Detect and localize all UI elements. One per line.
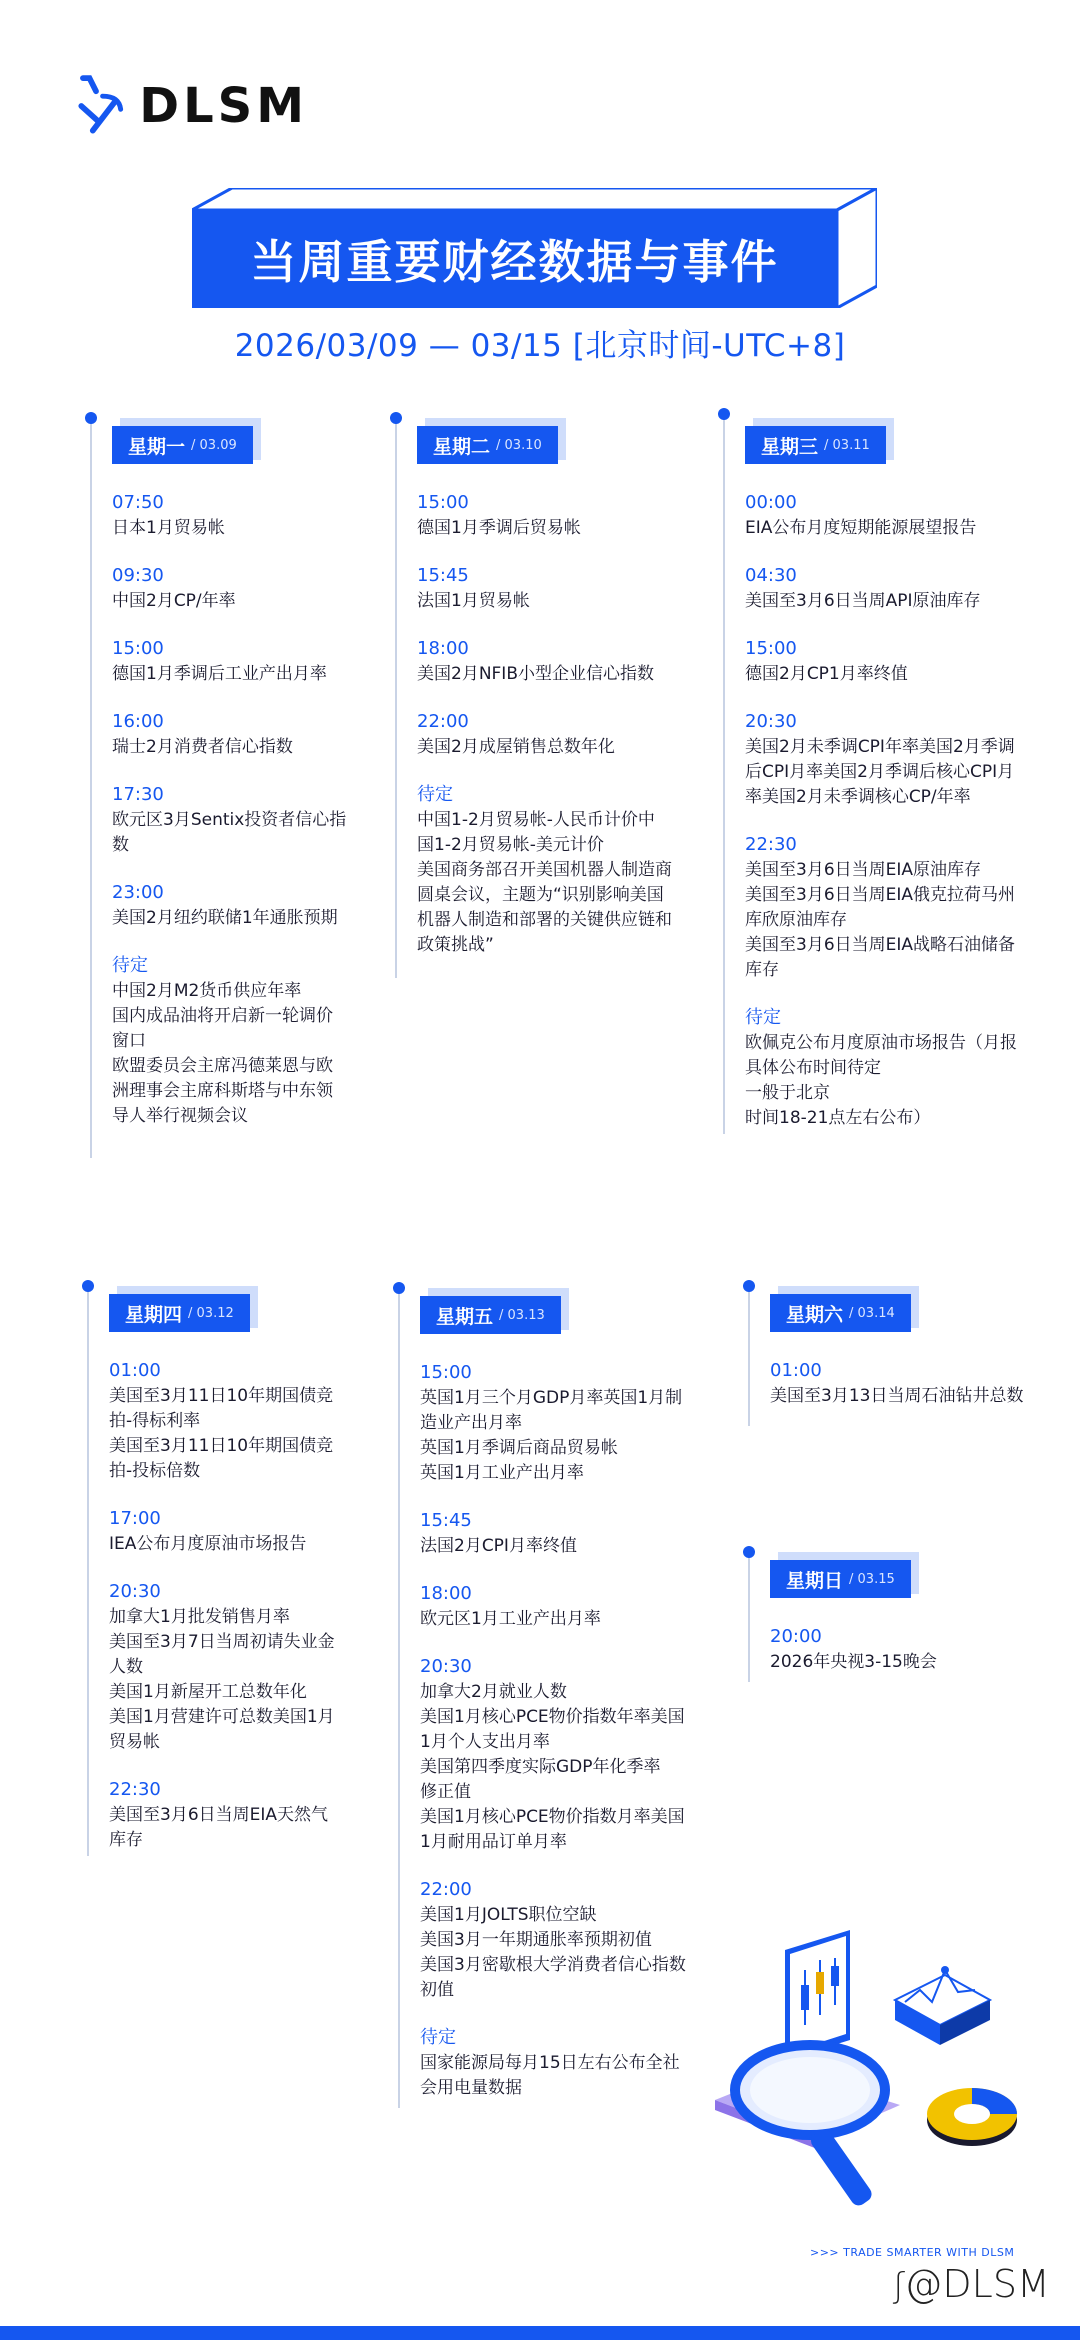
day-date: / 03.13 <box>499 1307 545 1323</box>
event-text: 英国1月三个月GDP月率英国1月制 造业产出月率 英国1月季调后商品贸易帐 英国1月工业产出月率 <box>420 1388 683 1483</box>
event-time: 待定 <box>112 955 148 976</box>
event-text: 加拿大1月批发销售月率 美国至3月7日当周初请失业金 人数 美国1月新屋开工总数年化 美国1月营建许可总数美国1月 贸易帐 <box>109 1607 335 1752</box>
watermark <box>893 2262 1050 2306</box>
event-time: 18:00 <box>417 638 469 659</box>
day-name: 星期六 <box>786 1303 844 1326</box>
event-text: 欧佩克公布月度原油市场报告（月报 具体公布时间待定 一般于北京 时间18-21点左右公布） <box>745 1033 1017 1128</box>
day-date: / 03.09 <box>191 437 237 453</box>
event-list <box>112 490 346 1151</box>
event-item <box>745 709 1017 810</box>
event-time: 15:00 <box>417 492 469 513</box>
day-date: / 03.12 <box>188 1305 234 1321</box>
event-text: 德国2月CP1月率终值 <box>745 664 908 684</box>
event-time: 15:45 <box>417 565 469 586</box>
event-time: 20:30 <box>420 1656 472 1677</box>
timeline-dot <box>393 1282 405 1294</box>
event-time: 17:30 <box>112 784 164 805</box>
event-text: 美国1月JOLTS职位空缺 美国3月一年期通胀率预期初值 美国3月密歇根大学消费者信心指数 初值 <box>420 1905 686 2000</box>
event-item <box>745 1005 1017 1131</box>
event-item <box>417 782 672 958</box>
event-item <box>420 1360 686 1486</box>
event-text: 德国1月季调后贸易帐 <box>417 518 581 538</box>
event-text: 法国2月CPI月率终值 <box>420 1536 577 1556</box>
event-item <box>112 953 346 1129</box>
day-date: / 03.11 <box>824 437 870 453</box>
timeline-dot <box>82 1280 94 1292</box>
event-time: 07:50 <box>112 492 164 513</box>
event-text: 欧元区1月工业产出月率 <box>420 1609 601 1629</box>
donut-chart-icon <box>927 2088 1017 2146</box>
event-text: 中国2月M2货币供应年率 国内成品油将开启新一轮调价 窗口 欧盟委员会主席冯德莱恩与欧 洲理事会主席科斯塔与中东领 导人举行视频会议 <box>112 981 333 1126</box>
event-time: 待定 <box>420 2027 456 2048</box>
event-text: EIA公布月度短期能源展望报告 <box>745 518 977 538</box>
event-item <box>109 1579 335 1755</box>
event-time: 22:30 <box>745 834 797 855</box>
event-item <box>420 1508 686 1559</box>
event-time: 15:45 <box>420 1510 472 1531</box>
event-item <box>417 636 672 687</box>
event-text: 法国1月贸易帐 <box>417 591 530 611</box>
day-tag <box>417 426 558 468</box>
day-tag <box>109 1294 250 1336</box>
event-time: 04:30 <box>745 565 797 586</box>
date-range: 2026/03/09 — 03/15 [北京时间-UTC+8] <box>234 328 846 364</box>
timeline-dot <box>718 408 730 420</box>
event-text: 美国至3月6日当周API原油库存 <box>745 591 981 611</box>
event-time: 18:00 <box>420 1583 472 1604</box>
event-text: 欧元区3月Sentix投资者信心指 数 <box>112 810 347 855</box>
event-text: 日本1月贸易帐 <box>112 518 225 538</box>
event-list <box>417 490 672 980</box>
day-name: 星期二 <box>433 435 491 458</box>
event-time: 22:00 <box>417 711 469 732</box>
event-text: 美国至3月13日当周石油钻井总数 <box>770 1386 1024 1406</box>
event-list <box>770 1358 1023 1431</box>
timeline-dot <box>390 412 402 424</box>
event-time: 23:00 <box>112 882 164 903</box>
event-item <box>112 782 346 858</box>
event-text: 国家能源局每月15日左右公布全社 会用电量数据 <box>420 2053 680 2098</box>
event-text: 中国1-2月贸易帐-人民币计价中 国1-2月贸易帐-美元计价 美国商务部召开美国机器人制造商 圆桌会议，主题为“识别影响美国 机器人制造和部署的关键供应链和 政策挑战” <box>417 810 672 955</box>
event-item <box>745 832 1017 983</box>
event-item <box>770 1624 937 1675</box>
event-item <box>417 709 672 760</box>
event-time: 22:30 <box>109 1779 161 1800</box>
event-item <box>112 709 346 760</box>
event-item <box>745 563 1017 614</box>
day-tag <box>112 426 253 468</box>
event-list <box>770 1624 937 1697</box>
watermark-text: @DLSM <box>904 2262 1050 2306</box>
event-time: 20:00 <box>770 1626 822 1647</box>
watermark-icon: ʃ <box>893 2266 905 2306</box>
event-text: 美国至3月6日当周EIA原油库存 美国至3月6日当周EIA俄克拉荷马州 库欣原油库存 美国至3月6日当周EIA战略石油储备 库存 <box>745 860 1016 980</box>
event-list <box>745 490 1017 1153</box>
event-list <box>420 1360 686 2123</box>
event-text: 瑞士2月消费者信心指数 <box>112 737 293 757</box>
finance-illustration <box>700 1930 1040 2230</box>
day-name: 星期日 <box>786 1569 844 1592</box>
event-item <box>770 1358 1023 1409</box>
title-banner <box>192 188 877 308</box>
day-name: 星期三 <box>761 435 819 458</box>
event-time: 22:00 <box>420 1879 472 1900</box>
event-time: 00:00 <box>745 492 797 513</box>
event-text: 美国2月成屋销售总数年化 <box>417 737 615 757</box>
event-text: 美国2月NFIB小型企业信心指数 <box>417 664 654 684</box>
event-time: 待定 <box>417 784 453 805</box>
event-text: 美国2月纽约联储1年通胀预期 <box>112 908 338 928</box>
logo-text: DLSM <box>139 78 308 134</box>
event-text: 加拿大2月就业人数 美国1月核心PCE物价指数年率美国 1月个人支出月率 美国第四季度实际GDP年化季率 修正值 美国1月核心PCE物价指数月率美国 1月耐用品订单月率 <box>420 1682 685 1852</box>
event-item <box>417 490 672 541</box>
event-list <box>109 1358 335 1875</box>
event-item <box>745 490 1017 541</box>
timeline-dot <box>85 412 97 424</box>
day-tag <box>420 1296 561 1338</box>
event-item <box>420 2025 686 2101</box>
brand-logo <box>78 66 308 146</box>
event-time: 09:30 <box>112 565 164 586</box>
event-text: 德国1月季调后工业产出月率 <box>112 664 327 684</box>
event-item <box>420 1877 686 2003</box>
event-time: 15:00 <box>420 1362 472 1383</box>
event-item <box>420 1654 686 1855</box>
event-text: 美国至3月11日10年期国债竞 拍-得标利率 美国至3月11日10年期国债竞 拍-投标倍数 <box>109 1386 334 1481</box>
dlsm-logo-icon <box>78 66 127 146</box>
event-item <box>745 636 1017 687</box>
day-tag <box>745 426 886 468</box>
event-time: 15:00 <box>745 638 797 659</box>
event-time: 20:30 <box>745 711 797 732</box>
bottom-accent-bar <box>0 2326 1080 2340</box>
timeline-dot <box>743 1546 755 1558</box>
day-name: 星期五 <box>436 1305 494 1328</box>
event-item <box>112 563 346 614</box>
page-title: 当周重要财经数据与事件 <box>192 210 837 308</box>
event-time: 01:00 <box>770 1360 822 1381</box>
event-text: IEA公布月度原油市场报告 <box>109 1534 307 1554</box>
event-text: 美国至3月6日当周EIA天然气 库存 <box>109 1805 329 1850</box>
day-tag <box>770 1560 911 1602</box>
line-chart-box-icon <box>895 1966 990 2045</box>
day-name: 星期一 <box>128 435 186 458</box>
magnifier-icon <box>735 2045 885 2209</box>
event-item <box>417 563 672 614</box>
event-time: 待定 <box>745 1007 781 1028</box>
event-time: 20:30 <box>109 1581 161 1602</box>
event-item <box>420 1581 686 1632</box>
day-name: 星期四 <box>125 1303 183 1326</box>
event-text: 中国2月CP/年率 <box>112 591 236 611</box>
day-date: / 03.14 <box>849 1305 895 1321</box>
event-time: 17:00 <box>109 1508 161 1529</box>
event-text: 2026年央视3-15晚会 <box>770 1652 937 1672</box>
event-item <box>109 1777 335 1853</box>
day-date: / 03.15 <box>849 1571 895 1587</box>
day-tag <box>770 1294 911 1336</box>
event-item <box>109 1358 335 1484</box>
event-item <box>112 636 346 687</box>
event-time: 15:00 <box>112 638 164 659</box>
event-time: 16:00 <box>112 711 164 732</box>
timeline-dot <box>743 1280 755 1292</box>
day-date: / 03.10 <box>496 437 542 453</box>
event-item <box>112 490 346 541</box>
footer-tagline: >>> TRADE SMARTER WITH DLSM <box>810 2246 1015 2259</box>
event-item <box>109 1506 335 1557</box>
event-time: 01:00 <box>109 1360 161 1381</box>
event-item <box>112 880 346 931</box>
event-text: 美国2月未季调CPI年率美国2月季调 后CPI月率美国2月季调后核心CPI月 率美国2月未季调核心CP/年率 <box>745 737 1015 807</box>
